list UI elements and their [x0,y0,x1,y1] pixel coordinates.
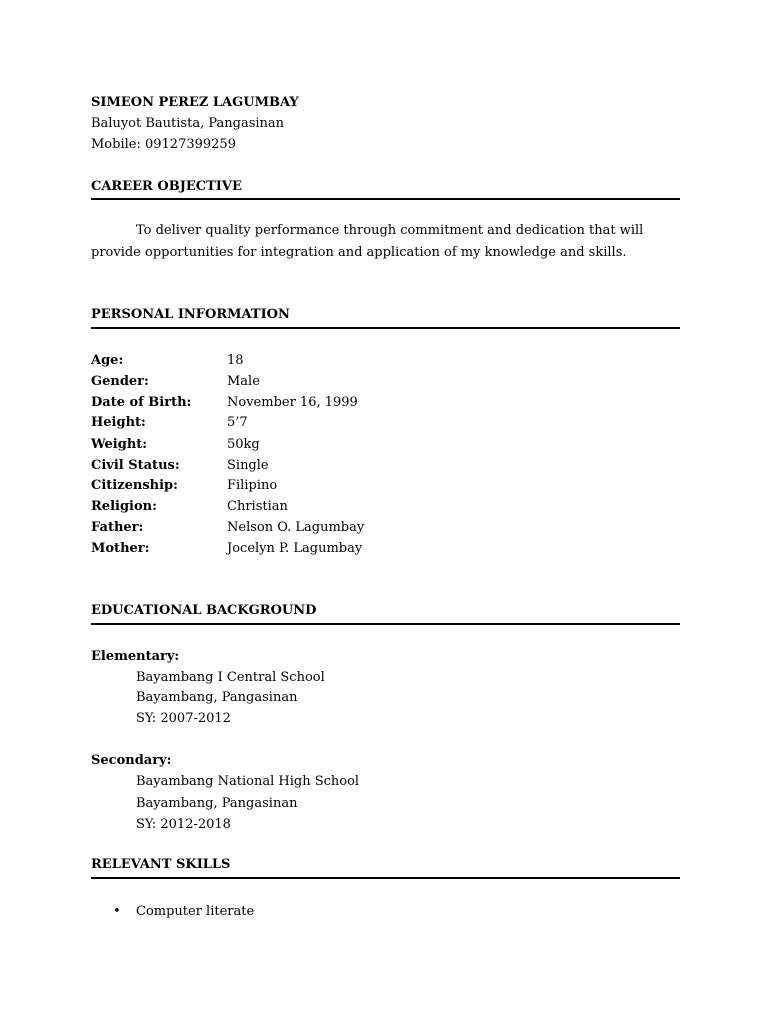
elementary-label: Elementary: [91,649,180,664]
applicant-mobile: Mobile: 09127399259 [91,137,236,152]
career-objective-heading: CAREER OBJECTIVE [91,179,242,194]
info-value-religion: Christian [227,499,288,514]
secondary-label: Secondary: [91,753,172,768]
info-label-citizenship: Citizenship: [91,478,178,493]
bullet-icon: • [113,904,121,919]
info-label-weight: Weight: [91,437,148,452]
secondary-years: SY: 2012-2018 [136,817,231,832]
info-value-citizenship: Filipino [227,478,278,493]
info-value-date-of-birth: November 16, 1999 [227,395,358,410]
elementary-years: SY: 2007-2012 [136,711,231,726]
education-heading: EDUCATIONAL BACKGROUND [91,603,317,618]
career-objective-line-2: provide opportunities for integration and application of my knowledge and skills. [91,245,627,260]
info-label-height: Height: [91,415,146,430]
info-value-mother: Jocelyn P. Lagumbay [227,541,363,556]
info-value-gender: Male [227,374,260,389]
secondary-location: Bayambang, Pangasinan [136,796,298,811]
skill-item: Computer literate [136,904,255,919]
info-label-father: Father: [91,520,144,535]
personal-info-heading: PERSONAL INFORMATION [91,307,290,322]
elementary-school: Bayambang I Central School [136,670,325,685]
info-label-age: Age: [91,353,124,368]
career-objective-rule [91,198,680,200]
career-objective-line-1: To deliver quality performance through commitment and dedication that will [136,223,644,238]
skills-heading: RELEVANT SKILLS [91,857,231,872]
info-label-gender: Gender: [91,374,149,389]
info-value-height: 5’7 [227,415,248,430]
personal-info-rule [91,327,680,329]
education-rule [91,623,680,625]
applicant-name: SIMEON PEREZ LAGUMBAY [91,95,299,110]
info-value-weight: 50kg [227,437,260,452]
info-label-religion: Religion: [91,499,157,514]
info-value-father: Nelson O. Lagumbay [227,520,365,535]
info-label-civil-status: Civil Status: [91,458,180,473]
secondary-school: Bayambang National High School [136,774,360,789]
elementary-location: Bayambang, Pangasinan [136,690,298,705]
applicant-address: Baluyot Bautista, Pangasinan [91,116,285,131]
info-value-civil-status: Single [227,458,269,473]
info-label-date-of-birth: Date of Birth: [91,395,192,410]
skills-rule [91,877,680,879]
info-value-age: 18 [227,353,244,368]
info-label-mother: Mother: [91,541,150,556]
